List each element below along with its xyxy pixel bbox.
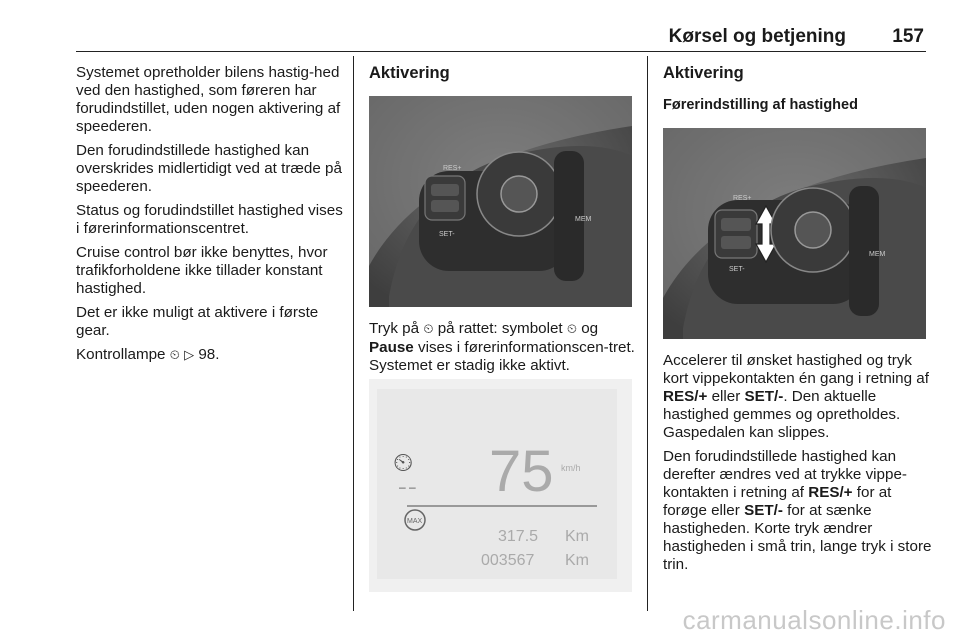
odometer-unit: Km: [565, 552, 589, 569]
instrument-cluster-figure: [369, 379, 632, 592]
column-left: [76, 64, 348, 371]
speed-unit: km/h: [561, 463, 581, 473]
mem-label: MEM: [575, 216, 592, 223]
set-label: SET-: [729, 266, 745, 273]
column-middle-text: [369, 320, 637, 381]
page-header: [76, 22, 926, 52]
speed-value: 75: [489, 439, 554, 504]
steering-wheel-figure: [369, 96, 632, 307]
cruise-control-icon: ⏲: [423, 322, 434, 337]
section-heading: Aktivering: [663, 64, 744, 82]
max-label: MAX: [407, 518, 423, 525]
paragraph: Systemet opretholder bilens hastig-hed ved den hastighed, som føreren har forudindstillet, uden nogen aktivering af speederen.: [76, 64, 341, 135]
cruise-control-icon: ⏲: [566, 322, 577, 337]
column-middle-heading-box: [369, 64, 637, 93]
odometer-value: 003567: [481, 552, 535, 569]
reference-arrow-icon: ▷: [184, 348, 195, 363]
trip-unit: Km: [565, 528, 589, 545]
paragraph: Den forudindstillede hastighed kan overskrides midlertidigt ved at træde på speederen.: [76, 142, 342, 195]
set-label: SET-: [439, 231, 455, 238]
chapter-title: Kørsel og betjening: [668, 26, 846, 47]
res-label: RES+: [733, 195, 752, 202]
column-divider: [353, 56, 354, 611]
cruise-control-icon: ⏲: [169, 348, 180, 363]
res-label: RES+: [443, 165, 462, 172]
cruise-control-icon: ⏲: [393, 448, 414, 478]
section-heading: Aktivering: [369, 64, 450, 82]
sub-heading: Førerindstilling af hastighed: [663, 97, 858, 113]
steering-wheel-rocker-figure: [663, 128, 926, 339]
mem-label: MEM: [869, 251, 886, 258]
column-right-heading-box: [663, 64, 933, 114]
paragraph: Den forudindstillede hastighed kan derefter ændres ved at trykke vippe-kontakten i retning af RES/+ for at forøge eller SET/- for at sænke hastigheden. Korte tryk ændrer hastigheden i små trin, lange tryk i store trin.: [663, 448, 932, 573]
paragraph: Tryk på ⏲ på rattet: symbolet ⏲ og Pause vises i førerinformationscen-tret. Systemet er stadig ikke aktivt.: [369, 320, 635, 374]
set-speed-dashes: – –: [399, 480, 416, 494]
paragraph: Det er ikke muligt at aktivere i første gear.: [76, 304, 319, 339]
paragraph: Status og forudindstillet hastighed vises i førerinformationscentret.: [76, 202, 343, 237]
column-right-text: [663, 352, 933, 580]
paragraph: Accelerer til ønsket hastighed og tryk kort vippekontakten én gang i retning af RES/+ eller SET/-. Den aktuelle hastighed gemmes og opretholdes. Gaspedalen kan slippes.: [663, 352, 929, 441]
paragraph: Kontrollampe ⏲ ▷ 98.: [76, 346, 220, 363]
column-divider: [647, 56, 648, 611]
page-number: 157: [892, 26, 924, 47]
paragraph: Cruise control bør ikke benyttes, hvor trafikforholdene ikke tillader konstant hastighed.: [76, 244, 328, 297]
trip-value: 317.5: [498, 528, 539, 545]
watermark: carmanualsonline.info: [682, 605, 946, 635]
